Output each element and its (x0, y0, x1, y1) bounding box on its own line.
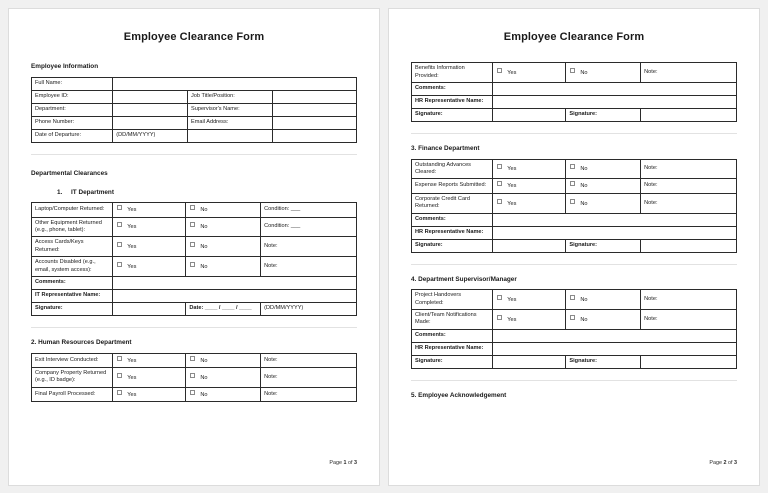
checklist-item-label: Exit Interview Conducted: (32, 353, 113, 367)
heading-finance-department (411, 145, 737, 153)
field-label: Full Name: (32, 77, 113, 90)
checkbox-cell-yes[interactable] (113, 387, 186, 401)
footer-middle: of (726, 460, 734, 466)
table-row (32, 302, 357, 315)
checkbox-label: Yes (127, 244, 137, 251)
footer-prefix: Page (329, 460, 344, 466)
checkbox-cell-no[interactable] (186, 257, 261, 277)
checkbox-cell-no[interactable] (186, 217, 261, 237)
signature-label: Signature: (412, 109, 493, 122)
comments-value[interactable] (493, 83, 737, 96)
signature-value[interactable] (113, 302, 186, 315)
page-title: Employee Clearance Form (123, 31, 265, 43)
table-row (412, 193, 737, 213)
checklist-item-label: Accounts Disabled (e.g., email, system access): (32, 257, 113, 277)
it-department-table (31, 202, 357, 316)
checkbox-label: Yes (507, 166, 517, 173)
table-row (412, 342, 737, 355)
checkbox-icon[interactable] (190, 390, 195, 395)
signature-value-2[interactable] (641, 355, 737, 368)
supervisor-department-table (411, 289, 737, 369)
footer-prefix: Page (709, 460, 724, 466)
checkbox-cell-yes[interactable] (493, 193, 566, 213)
field-value[interactable] (272, 129, 357, 142)
field-value[interactable] (113, 90, 188, 103)
hr-continued-table (411, 62, 737, 122)
heading-employee-information: Employee Information (31, 63, 99, 71)
signature-label: Signature: (412, 239, 493, 252)
finance-department-table (411, 159, 737, 253)
checkbox-icon[interactable] (117, 390, 122, 395)
checkbox-cell-no[interactable] (186, 387, 261, 401)
page-1-content (9, 9, 379, 485)
page-footer (709, 460, 737, 466)
checkbox-cell-yes[interactable] (493, 310, 566, 330)
table-row (32, 217, 357, 237)
table-row (32, 257, 357, 277)
checklist-item-label: Access Cards/Keys Returned: (32, 237, 113, 257)
signature-value[interactable] (493, 239, 566, 252)
field-label: Date of Departure: (32, 129, 113, 142)
checkbox-icon[interactable] (117, 373, 122, 378)
checkbox-label: No (200, 207, 208, 214)
checkbox-icon[interactable] (570, 181, 575, 186)
footer-total-pages: 3 (734, 460, 737, 466)
checkbox-label: No (200, 263, 208, 270)
checkbox-label: Yes (127, 357, 137, 364)
checkbox-label: Yes (127, 207, 137, 214)
note-cell[interactable]: Note: (261, 257, 357, 277)
section-divider (411, 380, 737, 381)
checkbox-icon[interactable] (117, 205, 122, 210)
section-number: 4. (411, 275, 417, 283)
section-heading-text: Human Resources Department (38, 338, 132, 346)
field-value[interactable] (113, 77, 357, 90)
checkbox-label: Yes (127, 224, 137, 231)
checkbox-cell-no[interactable] (566, 159, 641, 179)
field-label: Supervisor's Name: (188, 103, 273, 116)
checkbox-icon[interactable] (190, 205, 195, 210)
checklist-item-label: Expense Reports Submitted: (412, 179, 493, 193)
table-row (412, 159, 737, 179)
table-row (412, 355, 737, 368)
page-title: Employee Clearance Form (503, 31, 645, 43)
checkbox-label: No (580, 183, 588, 190)
section-heading-text: Department Supervisor/Manager (418, 275, 517, 283)
field-label: Email Address: (188, 116, 273, 129)
checkbox-label: Yes (127, 263, 137, 270)
checklist-item-label: Outstanding Advances Cleared: (412, 159, 493, 179)
checkbox-icon[interactable] (190, 222, 195, 227)
checkbox-icon[interactable] (497, 199, 502, 204)
date-label[interactable]: Date: ____ / ____ / ____ (186, 302, 261, 315)
checkbox-cell-yes[interactable] (113, 257, 186, 277)
note-cell[interactable]: Note: (641, 310, 737, 330)
checkbox-icon[interactable] (497, 181, 502, 186)
checklist-item-label: Corporate Credit Card Returned: (412, 193, 493, 213)
checkbox-icon[interactable] (570, 68, 575, 73)
representative-name-value[interactable] (493, 342, 737, 355)
section-heading-text: IT Department (71, 188, 114, 196)
table-row (32, 368, 357, 388)
checkbox-label: No (580, 296, 588, 303)
field-value[interactable] (188, 129, 273, 142)
field-label: Department: (32, 103, 113, 116)
section-divider (411, 264, 737, 265)
table-row (412, 83, 737, 96)
checkbox-label: No (200, 224, 208, 231)
signature-label-2: Signature: (566, 239, 641, 252)
field-label: Job Title/Position: (188, 90, 273, 103)
checkbox-cell-no[interactable] (566, 193, 641, 213)
checkbox-cell-yes[interactable] (113, 368, 186, 388)
table-row (32, 237, 357, 257)
table-row (32, 129, 357, 142)
signature-label: Signature: (32, 302, 113, 315)
checkbox-icon[interactable] (497, 68, 502, 73)
note-cell[interactable]: Note: (261, 387, 357, 401)
note-cell[interactable]: Note: (261, 353, 357, 367)
checkbox-icon[interactable] (117, 356, 122, 361)
representative-name-label: HR Representative Name: (412, 342, 493, 355)
signature-value-2[interactable] (641, 239, 737, 252)
checklist-item-label: Other Equipment Returned (e.g., phone, tablet): (32, 217, 113, 237)
date-format-hint: (DD/MM/YYYY) (261, 302, 357, 315)
table-row (32, 289, 357, 302)
table-row (32, 353, 357, 367)
checklist-item-label: Final Payroll Processed: (32, 387, 113, 401)
table-row (412, 226, 737, 239)
employee-information-table (31, 77, 357, 143)
signature-value[interactable] (493, 109, 566, 122)
section-number: 1. (57, 188, 63, 196)
signature-value[interactable] (493, 355, 566, 368)
checkbox-label: No (580, 69, 588, 76)
signature-value-2[interactable] (641, 109, 737, 122)
checkbox-icon[interactable] (570, 295, 575, 300)
note-cell[interactable]: Note: (641, 193, 737, 213)
section-heading-text: Employee Acknowledgement (418, 391, 507, 399)
field-value[interactable] (113, 103, 188, 116)
checkbox-cell-yes[interactable] (113, 203, 186, 217)
checkbox-icon[interactable] (117, 262, 122, 267)
checkbox-cell-yes[interactable] (113, 217, 186, 237)
signature-label-2: Signature: (566, 355, 641, 368)
section-divider (31, 327, 357, 328)
field-value[interactable] (113, 116, 188, 129)
heading-it-department (31, 189, 357, 197)
field-label: Phone Number: (32, 116, 113, 129)
note-cell[interactable]: Note: (641, 159, 737, 179)
checkbox-icon[interactable] (190, 262, 195, 267)
checklist-item-label: Benefits Information Provided: (412, 63, 493, 83)
representative-name-value[interactable] (493, 96, 737, 109)
checklist-item-label: Client/Team Notifications Made: (412, 310, 493, 330)
checkbox-cell-no[interactable] (186, 368, 261, 388)
field-value[interactable] (272, 116, 357, 129)
checkbox-label: No (200, 244, 208, 251)
checkbox-cell-no[interactable] (566, 63, 641, 83)
document-page-1[interactable] (8, 8, 380, 486)
checklist-item-label: Project Handovers Completed: (412, 290, 493, 310)
table-row (412, 63, 737, 83)
checkbox-cell-no[interactable] (566, 290, 641, 310)
document-page-2[interactable] (388, 8, 760, 486)
checkbox-icon[interactable] (497, 164, 502, 169)
checkbox-icon[interactable] (570, 315, 575, 320)
note-cell[interactable]: Note: (641, 63, 737, 83)
checkbox-label: Yes (507, 69, 517, 76)
signature-label-2: Signature: (566, 109, 641, 122)
comments-label: Comments: (412, 83, 493, 96)
checkbox-icon[interactable] (497, 315, 502, 320)
checkbox-label: No (200, 391, 208, 398)
section-number: 2. (31, 338, 37, 346)
signature-label: Signature: (412, 355, 493, 368)
checkbox-label: No (580, 200, 588, 207)
note-cell[interactable]: Note: (641, 179, 737, 193)
heading-departmental-clearances: Departmental Clearances (31, 169, 108, 177)
checkbox-cell-yes[interactable] (493, 159, 566, 179)
table-row (32, 116, 357, 129)
table-row (412, 290, 737, 310)
field-value-date-format[interactable]: (DD/MM/YYYY) (113, 129, 188, 142)
table-row (32, 90, 357, 103)
comments-value[interactable] (493, 213, 737, 226)
note-cell[interactable]: Condition: ___ (261, 217, 357, 237)
checkbox-cell-yes[interactable] (493, 290, 566, 310)
checkbox-icon[interactable] (190, 356, 195, 361)
footer-total-pages: 3 (354, 460, 357, 466)
checkbox-icon[interactable] (497, 295, 502, 300)
table-row (32, 276, 357, 289)
comments-label: Comments: (412, 329, 493, 342)
checkbox-icon[interactable] (570, 199, 575, 204)
note-cell[interactable]: Note: (261, 368, 357, 388)
checkbox-label: Yes (507, 296, 517, 303)
checkbox-icon[interactable] (117, 242, 122, 247)
table-row (32, 103, 357, 116)
table-row (412, 179, 737, 193)
comments-label: Comments: (412, 213, 493, 226)
checkbox-label: No (200, 357, 208, 364)
checkbox-cell-no[interactable] (186, 353, 261, 367)
checkbox-icon[interactable] (190, 373, 195, 378)
checkbox-icon[interactable] (190, 242, 195, 247)
checkbox-label: Yes (127, 391, 137, 398)
checkbox-label: Yes (507, 316, 517, 323)
checkbox-label: Yes (507, 200, 517, 207)
section-number: 3. (411, 145, 417, 153)
checkbox-label: Yes (127, 374, 137, 381)
section-divider (411, 133, 737, 134)
checkbox-cell-yes[interactable] (113, 353, 186, 367)
checkbox-cell-no[interactable] (186, 203, 261, 217)
table-row (32, 77, 357, 90)
table-row (32, 203, 357, 217)
note-cell[interactable]: Note: (641, 290, 737, 310)
checkbox-icon[interactable] (570, 164, 575, 169)
checkbox-label: No (200, 374, 208, 381)
heading-supervisor-department (411, 276, 737, 284)
heading-employee-acknowledgement (411, 392, 737, 400)
checkbox-label: Yes (507, 183, 517, 190)
footer-middle: of (346, 460, 354, 466)
heading-hr-department (31, 339, 357, 347)
checkbox-cell-no[interactable] (566, 310, 641, 330)
checkbox-cell-no[interactable] (186, 237, 261, 257)
comments-value[interactable] (493, 329, 737, 342)
checkbox-icon[interactable] (117, 222, 122, 227)
representative-name-label: IT Representative Name: (32, 289, 113, 302)
checkbox-label: No (580, 316, 588, 323)
representative-name-value[interactable] (493, 226, 737, 239)
footer-current-page: 2 (723, 460, 727, 466)
field-value[interactable] (272, 103, 357, 116)
representative-name-value[interactable] (113, 289, 357, 302)
note-cell[interactable]: Note: (261, 237, 357, 257)
comments-label: Comments: (32, 276, 113, 289)
table-row (32, 387, 357, 401)
table-row (412, 329, 737, 342)
table-row (412, 310, 737, 330)
checkbox-cell-no[interactable] (566, 179, 641, 193)
footer-current-page: 1 (343, 460, 347, 466)
table-row (412, 239, 737, 252)
table-row (412, 213, 737, 226)
checklist-item-label: Laptop/Computer Returned: (32, 203, 113, 217)
checkbox-cell-yes[interactable] (113, 237, 186, 257)
representative-name-label: HR Representative Name: (412, 96, 493, 109)
field-label: Employee ID: (32, 90, 113, 103)
section-heading-text: Finance Department (418, 145, 480, 153)
checkbox-cell-yes[interactable] (493, 63, 566, 83)
section-number: 5. (411, 391, 417, 399)
table-row (412, 109, 737, 122)
comments-value[interactable] (113, 276, 357, 289)
field-value[interactable] (272, 90, 357, 103)
page-2-content (389, 9, 759, 485)
section-divider (31, 154, 357, 155)
note-cell[interactable]: Condition: ___ (261, 203, 357, 217)
table-row (412, 96, 737, 109)
representative-name-label: HR Representative Name: (412, 226, 493, 239)
checkbox-label: No (580, 166, 588, 173)
checklist-item-label: Company Property Returned (e.g., ID badge): (32, 368, 113, 388)
page-footer (329, 460, 357, 466)
checkbox-cell-yes[interactable] (493, 179, 566, 193)
hr-department-table (31, 353, 357, 403)
